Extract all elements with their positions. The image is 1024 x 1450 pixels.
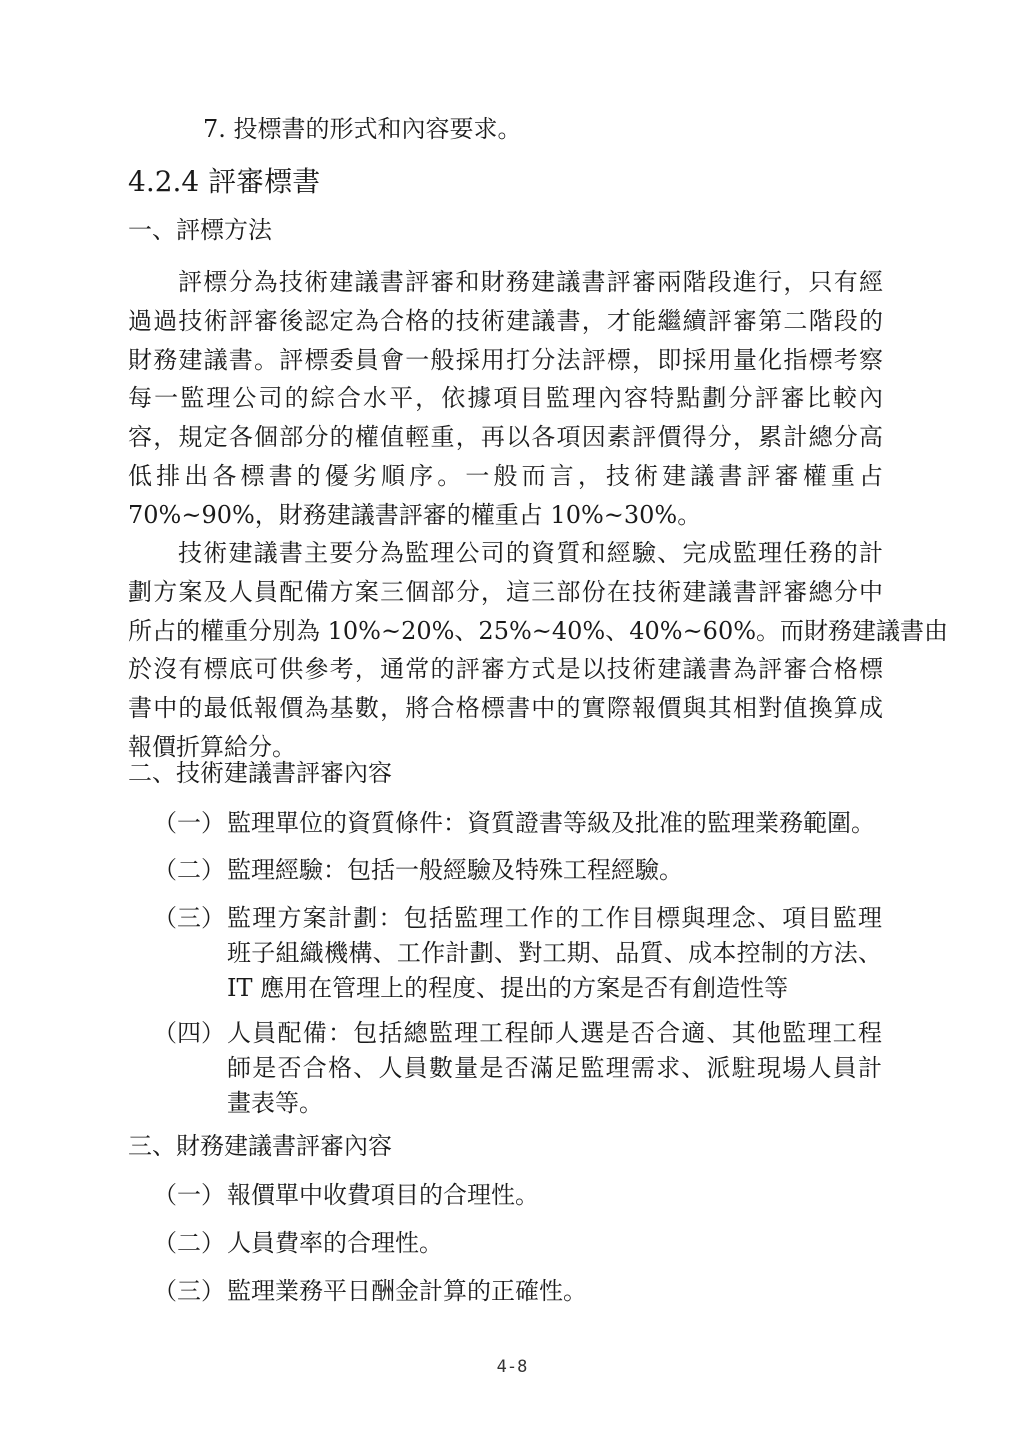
paragraph-line: 過過技術評審後認定為合格的技術建議書，才能繼續評審第二階段的 (128, 306, 883, 335)
paragraph-line: 財務建議書。評標委員會一般採用打分法評標，即採用量化指標考察 (128, 345, 883, 374)
item-line: 畫表等。 (227, 1089, 323, 1117)
part2-item-3-label: （三） (153, 904, 225, 932)
paragraph-line: 報價折算給分。 (128, 732, 296, 761)
part2-title: 二、技術建議書評審內容 (128, 759, 392, 787)
item-line: IT 應用在管理上的程度、提出的方案是否有創造性等 (227, 974, 789, 1002)
part2-item-4-label: （四） (153, 1019, 225, 1047)
part1-paragraph-2 (128, 534, 949, 767)
part1-title: 一、評標方法 (128, 216, 272, 244)
part2-item-4-text (227, 1016, 882, 1121)
item-line: 監理方案計劃：包括監理工作的工作目標與理念、項目監理 (227, 904, 882, 932)
part2-item-1-text (227, 806, 882, 841)
part3-item-3-text: 監理業務平日酬金計算的正確性。 (227, 1277, 587, 1305)
paragraph-line: 書中的最低報價為基數，將合格標書中的實際報價與其相對值換算成 (128, 694, 883, 723)
paragraph-line: 70%~90%，財務建議書評審的權重占 10%~30%。 (128, 500, 702, 529)
section-heading: 4.2.4 評審標書 (128, 165, 321, 198)
item-line: 監理經驗：包括一般經驗及特殊工程經驗。 (227, 856, 683, 884)
paragraph-line: 劃方案及人員配備方案三個部分，這三部份在技術建議書評審總分中 (128, 577, 883, 606)
paragraph-line: 容，規定各個部分的權值輕重，再以各項因素評價得分，累計總分高 (128, 423, 883, 452)
part1-paragraph-1 (128, 263, 883, 535)
part3-item-2-text: 人員費率的合理性。 (227, 1229, 443, 1257)
part2-item-2-label: （二） (153, 856, 225, 884)
part3-item-1-label: （一） (153, 1181, 225, 1209)
paragraph-line: 低排出各標書的優劣順序。一般而言，技術建議書評審權重占 (128, 461, 883, 490)
item-line: 監理單位的資質條件：資質證書等級及批准的監理業務範圍。 (227, 809, 875, 837)
part3-title: 三、財務建議書評審內容 (128, 1132, 392, 1160)
part3-item-2-label: （二） (153, 1229, 225, 1257)
paragraph-line: 於沒有標底可供參考，通常的評審方式是以技術建議書為評審合格標 (128, 655, 883, 684)
part2-item-3-text (227, 901, 882, 1006)
list-item-7: 7. 投標書的形式和內容要求。 (203, 115, 522, 143)
item-line: 師是否合格、人員數量是否滿足監理需求、派駐現場人員計 (227, 1054, 882, 1082)
paragraph-line: 技術建議書主要分為監理公司的資質和經驗、完成監理任務的計 (178, 539, 883, 567)
item-line: 班子組織機構、工作計劃、對工期、品質、成本控制的方法、 (227, 939, 882, 967)
paragraph-line: 所占的權重分別為 10%~20%、25%~40%、40%~60%。而財務建議書由 (128, 616, 949, 645)
paragraph-line: 評標分為技術建議書評審和財務建議書評審兩階段進行，只有經 (178, 268, 883, 296)
part2-item-2-text (227, 853, 882, 888)
page-number: 4-8 (496, 1357, 528, 1377)
part3-item-1-text: 報價單中收費項目的合理性。 (227, 1181, 539, 1209)
part3-item-3-label: （三） (153, 1277, 225, 1305)
item-line: 人員配備：包括總監理工程師人選是否合適、其他監理工程 (227, 1019, 882, 1047)
part2-item-1-label: （一） (153, 809, 225, 837)
paragraph-line: 每一監理公司的綜合水平，依據項目監理內容特點劃分評審比較內 (128, 384, 883, 413)
